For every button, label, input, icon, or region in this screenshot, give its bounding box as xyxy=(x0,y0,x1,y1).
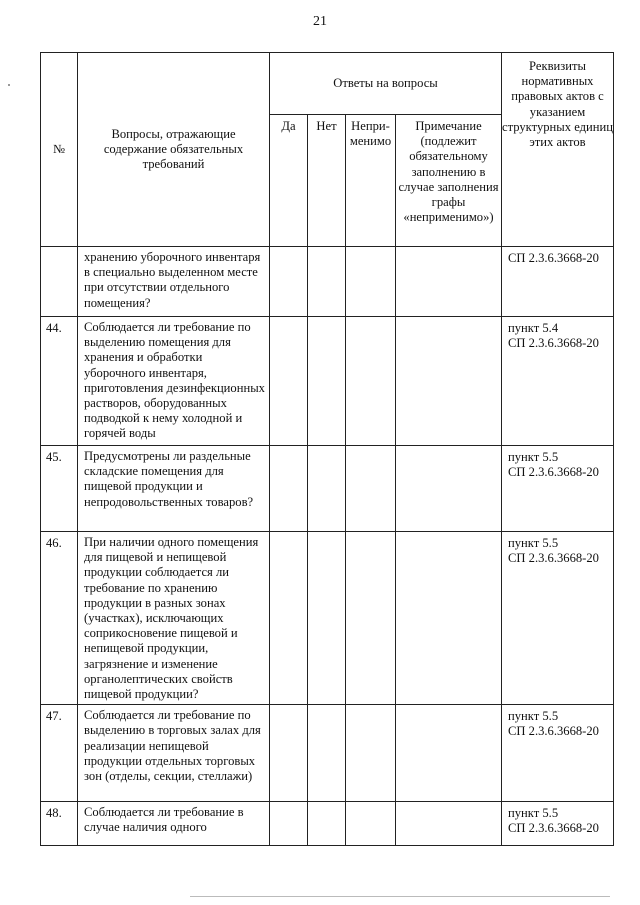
row-question: Соблюдается ли требование по выделению в торговых залах для реализации непищевой продукции отдельных торговых зон (отделы, секции, стеллажи) xyxy=(78,705,270,802)
row-question: хранению уборочного инвентаря в специально выделенном месте при отсутствии отдельного помещения? xyxy=(78,247,270,317)
checklist-table xyxy=(40,52,614,846)
row-no-cell[interactable] xyxy=(308,446,346,532)
row-no-cell[interactable] xyxy=(308,802,346,846)
row-note-cell[interactable] xyxy=(396,446,502,532)
row-yes-cell[interactable] xyxy=(270,532,308,705)
row-number: 44. xyxy=(41,317,78,446)
row-yes-cell[interactable] xyxy=(270,802,308,846)
row-yes-cell[interactable] xyxy=(270,705,308,802)
page-bottom-edge xyxy=(190,896,610,897)
row-na-cell[interactable] xyxy=(346,705,396,802)
header-question: Вопросы, отражающие содержание обязательных требований xyxy=(78,53,270,247)
table-row xyxy=(41,247,614,317)
header-row-top xyxy=(41,53,614,115)
row-note-cell[interactable] xyxy=(396,532,502,705)
row-no-cell[interactable] xyxy=(308,247,346,317)
header-num: № xyxy=(41,53,78,247)
header-note: Примечание (подлежит обязательному заполнению в случае заполнения графы «неприменимо») xyxy=(396,115,502,247)
row-yes-cell[interactable] xyxy=(270,446,308,532)
row-number: 46. xyxy=(41,532,78,705)
row-yes-cell[interactable] xyxy=(270,247,308,317)
row-na-cell[interactable] xyxy=(346,446,396,532)
row-note-cell[interactable] xyxy=(396,802,502,846)
header-na: Непри- менимо xyxy=(346,115,396,247)
row-note-cell[interactable] xyxy=(396,247,502,317)
page-number: 21 xyxy=(313,14,327,29)
scan-artifact xyxy=(8,84,10,86)
row-question: Соблюдается ли требование в случае наличия одного xyxy=(78,802,270,846)
row-question: При наличии одного помещения для пищевой и непищевой продукции соблюдается ли требование по хранению продукции в разных зонах (участках), исключающих соприкосновение пищевой и непищевой продукции, загрязнение и изменение органолептических свойств пищевой продукции? xyxy=(78,532,270,705)
row-no-cell[interactable] xyxy=(308,705,346,802)
row-number: 45. xyxy=(41,446,78,532)
row-reference: пункт 5.4 СП 2.3.6.3668-20 xyxy=(502,317,614,446)
row-reference: пункт 5.5 СП 2.3.6.3668-20 xyxy=(502,705,614,802)
header-answers: Ответы на вопросы xyxy=(270,53,502,115)
row-question: Предусмотрены ли раздельные складские помещения для пищевой продукции и непродовольственных товаров? xyxy=(78,446,270,532)
header-no: Нет xyxy=(308,115,346,247)
row-no-cell[interactable] xyxy=(308,317,346,446)
row-na-cell[interactable] xyxy=(346,317,396,446)
row-question: Соблюдается ли требование по выделению помещения для хранения и обработки уборочного инвентаря, приготовления дезинфекционных растворов, оборудованных подводкой к нему холодной и горячей воды xyxy=(78,317,270,446)
table-row xyxy=(41,705,614,802)
row-reference: пункт 5.5 СП 2.3.6.3668-20 xyxy=(502,446,614,532)
row-na-cell[interactable] xyxy=(346,247,396,317)
header-requisites: Реквизиты нормативных правовых актов с указанием структурных единиц этих актов xyxy=(502,53,614,247)
row-no-cell[interactable] xyxy=(308,532,346,705)
table-row xyxy=(41,802,614,846)
row-number xyxy=(41,247,78,317)
row-number: 47. xyxy=(41,705,78,802)
row-note-cell[interactable] xyxy=(396,317,502,446)
row-reference: пункт 5.5 СП 2.3.6.3668-20 xyxy=(502,532,614,705)
row-na-cell[interactable] xyxy=(346,532,396,705)
row-number: 48. xyxy=(41,802,78,846)
header-yes: Да xyxy=(270,115,308,247)
row-na-cell[interactable] xyxy=(346,802,396,846)
row-reference: СП 2.3.6.3668-20 xyxy=(502,247,614,317)
table-row xyxy=(41,446,614,532)
table-row xyxy=(41,317,614,446)
row-reference: пункт 5.5 СП 2.3.6.3668-20 xyxy=(502,802,614,846)
row-note-cell[interactable] xyxy=(396,705,502,802)
row-yes-cell[interactable] xyxy=(270,317,308,446)
table-row xyxy=(41,532,614,705)
